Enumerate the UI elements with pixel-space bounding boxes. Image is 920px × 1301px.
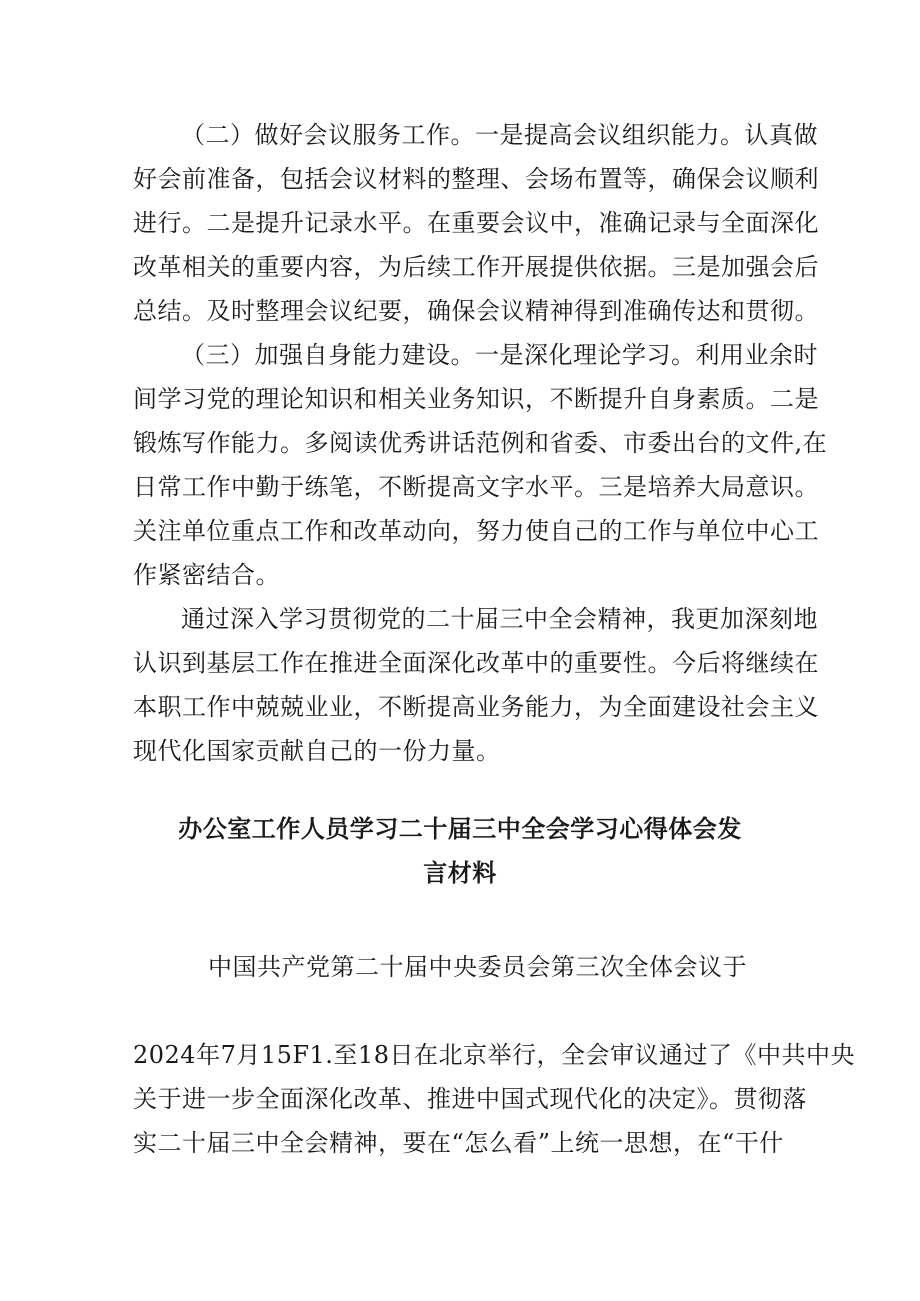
section2-line-5: 总结。及时整理会议纪要，确保会议精神得到准确传达和贯彻。 <box>133 297 819 325</box>
section3-line-4: 日常工作中勤于练笔，不断提高文字水平。三是培养大局意识。 <box>133 473 819 501</box>
section2-line-3: 进行。二是提升记录水平。在重要会议中，准确记录与全面深化 <box>133 209 819 237</box>
conclusion-line-2: 认识到基层工作在推进全面深化改革中的重要性。今后将继续在 <box>133 649 819 677</box>
article-title-line-2: 言材料 <box>423 859 497 887</box>
article-body-line-3: 实二十届三中全会精神，要在“怎么看”上统一思想，在“干什 <box>133 1129 784 1157</box>
section3-line-6: 作紧密结合。 <box>133 561 280 589</box>
article-title-line-1: 办公室工作人员学习二十届三中全会学习心得体会发 <box>178 815 742 843</box>
section3-line-3: 锻炼写作能力。多阅读优秀讲话范例和省委、市委出台的文件,在 <box>133 429 828 457</box>
section2-line-1: （二）做好会议服务工作。一是提高会议组织能力。认真做 <box>181 121 818 149</box>
section2-line-2: 好会前准备，包括会议材料的整理、会场布置等，确保会议顺利 <box>133 165 819 193</box>
conclusion-line-4: 现代化国家贡献自己的一份力量。 <box>133 737 501 765</box>
section3-line-2: 间学习党的理论知识和相关业务知识，不断提升自身素质。二是 <box>133 385 819 413</box>
article-body-line-1: 2024年7月15F1.至18日在北京举行，全会审议通过了《中共中央 <box>133 1041 855 1069</box>
conclusion-line-3: 本职工作中兢兢业业，不断提高业务能力，为全面建设社会主义 <box>133 693 819 721</box>
section2-line-4: 改革相关的重要内容，为后续工作开展提供依据。三是加强会后 <box>133 253 819 281</box>
article-intro: 中国共产党第二十届中央委员会第三次全体会议于 <box>208 953 747 981</box>
section3-line-1: （三）加强自身能力建设。一是深化理论学习。利用业余时 <box>181 341 818 369</box>
article-body-line-2: 关于进一步全面深化改革、推进中国式现代化的决定》。贯彻落 <box>133 1085 807 1113</box>
section3-line-5: 关注单位重点工作和改革动向，努力使自己的工作与单位中心工 <box>133 517 819 545</box>
conclusion-line-1: 通过深入学习贯彻党的二十届三中全会精神，我更加深刻地 <box>181 605 818 633</box>
